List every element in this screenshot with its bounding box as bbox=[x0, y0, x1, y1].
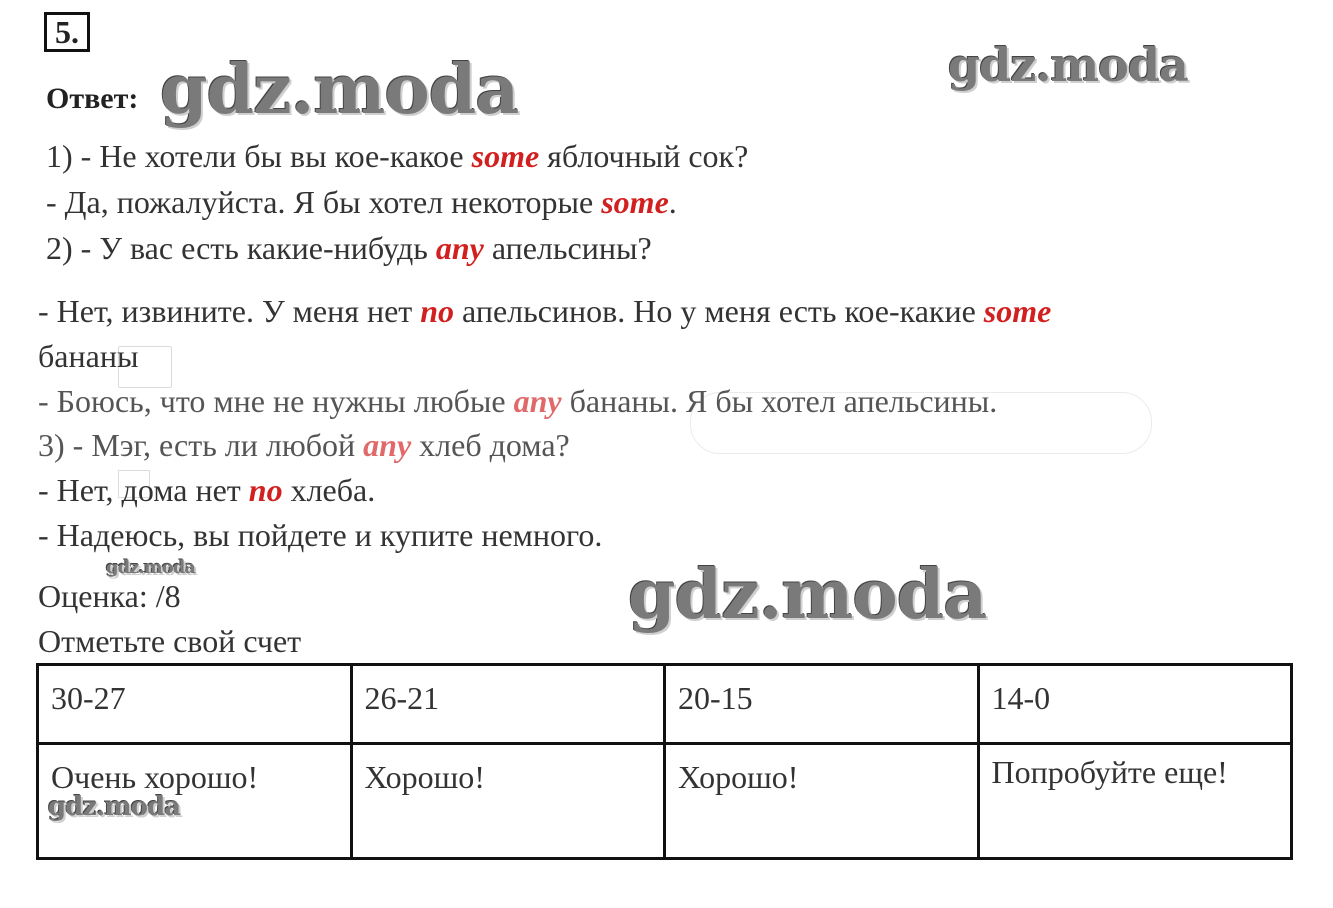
score-label: Оценка: /8 bbox=[38, 578, 181, 614]
answer-label: Ответ: bbox=[46, 82, 139, 115]
table-cell-rating: Попробуйте еще! bbox=[978, 744, 1292, 859]
answer-line-4: - Нет, извините. У меня нет no апельсинов. Но у меня есть кое-какие some bbox=[38, 293, 1052, 329]
watermark-logo: gdz.moda bbox=[48, 792, 181, 822]
answer-line-6: - Боюсь, что мне не нужны любые any бананы. Я бы хотел апельсины. bbox=[38, 383, 998, 419]
table-cell-range: 14-0 bbox=[978, 665, 1292, 744]
mark-label: Отметьте свой счет bbox=[38, 623, 302, 659]
table-cell-rating: Хорошо! bbox=[351, 744, 665, 859]
table-cell-range: 30-27 bbox=[38, 665, 352, 744]
table-cell-range: 20-15 bbox=[665, 665, 979, 744]
table-row bbox=[38, 665, 1292, 744]
answer-line-1: 1) - Не хотели бы вы кое-какое some яблочный сок? bbox=[46, 138, 749, 174]
table-cell-range: 26-21 bbox=[351, 665, 665, 744]
answer-line-3: 2) - У вас есть какие-нибудь any апельсины? bbox=[46, 230, 652, 266]
answer-line-7: 3) - Мэг, есть ли любой any хлеб дома? bbox=[38, 427, 570, 463]
table-cell-rating: Очень хорошо! bbox=[38, 744, 352, 859]
answer-line-2: - Да, пожалуйста. Я бы хотел некоторые some. bbox=[46, 184, 677, 220]
watermark-logo: gdz.moda bbox=[106, 557, 195, 578]
score-table bbox=[36, 663, 1293, 860]
watermark-logo: gdz.moda bbox=[160, 50, 519, 130]
watermark-logo: gdz.moda bbox=[628, 555, 987, 635]
answer-line-5: бананы bbox=[38, 338, 139, 374]
watermark-logo: gdz.moda bbox=[948, 38, 1188, 92]
answer-line-8: - Нет, дома нет no хлеба. bbox=[38, 472, 376, 508]
table-row bbox=[38, 744, 1292, 859]
task-number: 5. bbox=[44, 12, 90, 52]
table-cell-rating: Хорошо! bbox=[665, 744, 979, 859]
answer-line-9: - Надеюсь, вы пойдете и купите немного. bbox=[38, 517, 603, 553]
